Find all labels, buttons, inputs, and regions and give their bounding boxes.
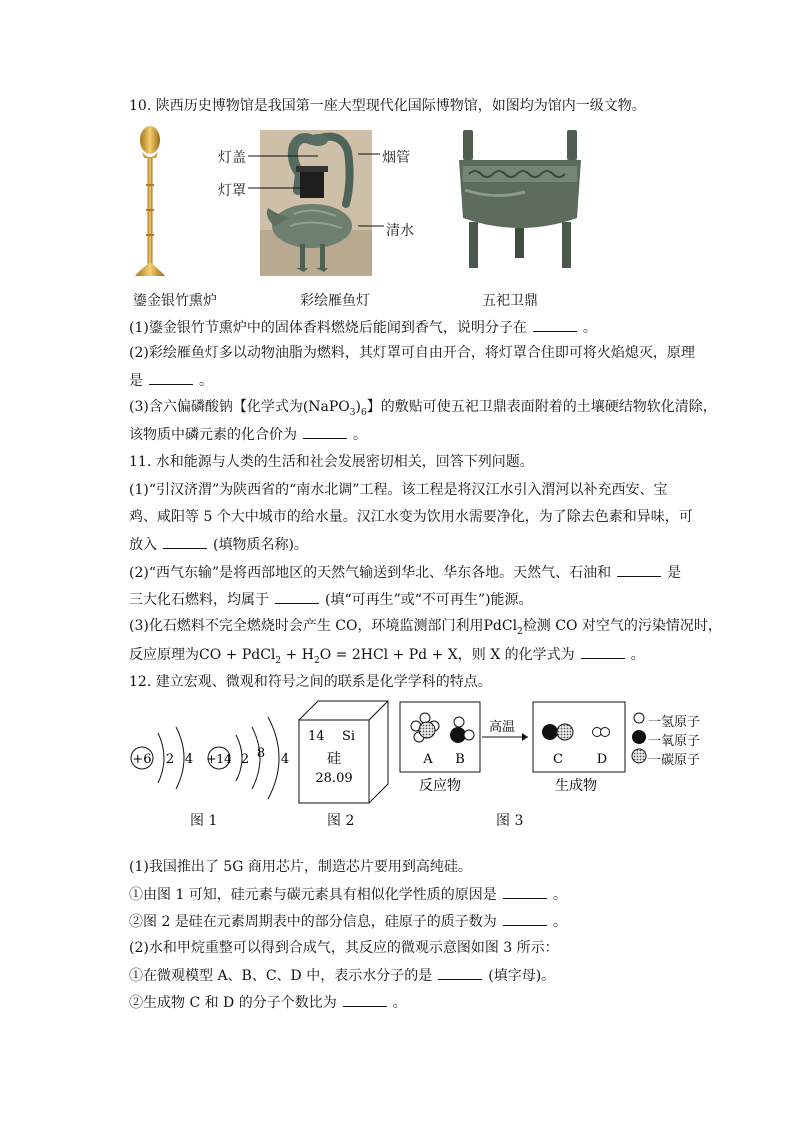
figure-1-caption: 图 1: [190, 813, 218, 829]
legend-oxygen: 一氧原子: [648, 734, 701, 749]
answer-blank[interactable]: [581, 645, 625, 659]
q10-part1: (1)鎏金银竹节熏炉中的固体香料燃烧后能闻到香气，说明分子在 。: [129, 320, 597, 336]
q11-part2-line1: (2)“西气东输”是将西部地区的天然气输送到华北、华东各地。天然气、石油和 是: [129, 565, 682, 581]
figure-2-caption: 图 2: [327, 813, 355, 829]
carbon-shell-1: 2: [165, 752, 175, 767]
answer-blank[interactable]: [503, 885, 547, 899]
silicon-nucleus: +14: [206, 752, 232, 766]
oxygen-atom-icon: [632, 730, 646, 744]
answer-blank[interactable]: [303, 425, 347, 439]
figure-3-reaction: [398, 700, 628, 798]
model-d-label: D: [596, 752, 608, 767]
q10-part2-line2: 是 。: [129, 373, 213, 389]
q12-part1-sub2: ②图 2 是硅在元素周期表中的部分信息，硅原子的质子数为 。: [129, 914, 567, 930]
answer-blank[interactable]: [503, 912, 547, 926]
legend-carbon: 一碳原子: [648, 753, 701, 768]
carbon-atom-icon: [632, 749, 646, 763]
model-a-label: A: [423, 752, 433, 767]
answer-blank[interactable]: [343, 993, 387, 1007]
figure-1-atomic-structure: [128, 705, 298, 805]
model-b-label: B: [455, 752, 465, 767]
reaction-condition: 高温: [488, 720, 516, 735]
answer-blank[interactable]: [275, 590, 319, 604]
q12-intro: 12. 建立宏观、微观和符号之间的联系是化学学科的特点。: [129, 674, 492, 690]
q12-part2-sub2: ②生成物 C 和 D 的分子个数比为 。: [129, 995, 407, 1011]
silicon-shell-2: 8: [256, 746, 266, 761]
ding-image: [455, 130, 585, 275]
q12-part1: (1)我国推出了 5G 商用芯片，制造芯片要用到高纯硅。: [129, 859, 472, 875]
label-denggai: 灯盖: [218, 150, 246, 166]
silicon-shell-1: 2: [240, 752, 250, 767]
label-dengzhao: 灯罩: [218, 183, 246, 199]
q11-intro: 11. 水和能源与人类的生活和社会发展密切相关，回答下列问题。: [129, 454, 534, 470]
atomic-mass: 28.09: [315, 771, 353, 786]
answer-blank[interactable]: [533, 318, 577, 332]
label-yanguan: 烟管: [382, 150, 410, 166]
q11-part3-line1: (3)化石燃料不完全燃烧时会产生 CO，环境监测部门利用PdCl$_2$检测 CO 对空气的污染情况时，: [129, 618, 722, 637]
hydrogen-atom-icon: [634, 713, 644, 723]
answer-blank[interactable]: [163, 535, 207, 549]
q10-part3-line1: (3)含六偏磷酸钠【化学式为$(NaPO_3)_6$】的敷贴可使五祀卫鼎表面附着的土壤硬结物软化清除，: [129, 399, 717, 418]
reactants-label: 反应物: [419, 778, 461, 794]
q10-part2-line1: (2)彩绘雁鱼灯多以动物油脂为燃料，其灯罩可自由开合，将灯罩合住即可将火焰熄灭，原理: [129, 345, 695, 361]
carbon-shell-2: 4: [184, 752, 194, 767]
caption-ding: 五祀卫鼎: [482, 293, 538, 309]
caption-censer: 鎏金银竹熏炉: [133, 293, 217, 309]
element-symbol: Si: [342, 729, 356, 744]
q12-part2-sub1: ①在微观模型 A、B、C、D 中，表示水分子的是 (填字母)。: [129, 968, 556, 984]
q12-part1-sub1: ①由图 1 可知，硅元素与碳元素具有相似化学性质的原因是 。: [129, 887, 567, 903]
q11-part2-line2: 三大化石燃料，均属于 (填“可再生”或“不可再生”)能源。: [129, 592, 533, 608]
q11-part1-line3: 放入 (填物质名称)。: [129, 537, 308, 553]
q10-part3-line2: 该物质中磷元素的化合价为 。: [129, 427, 367, 443]
q11-part1-line2: 鸡、咸阳等 5 个大中城市的给水量。汉江水变为饮用水需要净化，为了除去色素和异味，可: [129, 509, 693, 525]
label-qingshui: 清水: [386, 223, 414, 239]
q11-part3-line2: 反应原理为CO + PdCl$_2$ + $H_2O = 2HCl + Pd + X$，则 X 的化学式为 。: [129, 647, 645, 666]
q10-intro: 10. 陕西历史博物馆是我国第一座大型现代化国际博物馆，如图均为馆内一级文物。: [129, 98, 646, 114]
products-label: 生成物: [555, 778, 597, 794]
legend-hydrogen: 一氢原子: [648, 715, 701, 730]
model-c-label: C: [553, 752, 563, 767]
caption-goose-lamp: 彩绘雁鱼灯: [300, 293, 370, 309]
carbon-nucleus: +6: [132, 752, 152, 767]
answer-blank[interactable]: [617, 563, 661, 577]
atom-legend-symbols: [630, 710, 648, 766]
q11-part1-line1: (1)“引汉济渭”为陕西省的“南水北调”工程。该工程是将汉江水引入渭河以补充西安、宝: [129, 482, 668, 498]
atomic-number: 14: [308, 729, 325, 744]
element-name: 硅: [327, 751, 341, 767]
q12-part2: (2)水和甲烷重整可以得到合成气，其反应的微观示意图如图 3 所示：: [129, 940, 559, 956]
answer-blank[interactable]: [438, 966, 482, 980]
figure-2-periodic-cell: [298, 700, 390, 804]
answer-blank[interactable]: [149, 371, 193, 385]
figure-3-caption: 图 3: [496, 813, 524, 829]
silicon-shell-3: 4: [280, 752, 290, 767]
censer-image: [130, 124, 170, 280]
